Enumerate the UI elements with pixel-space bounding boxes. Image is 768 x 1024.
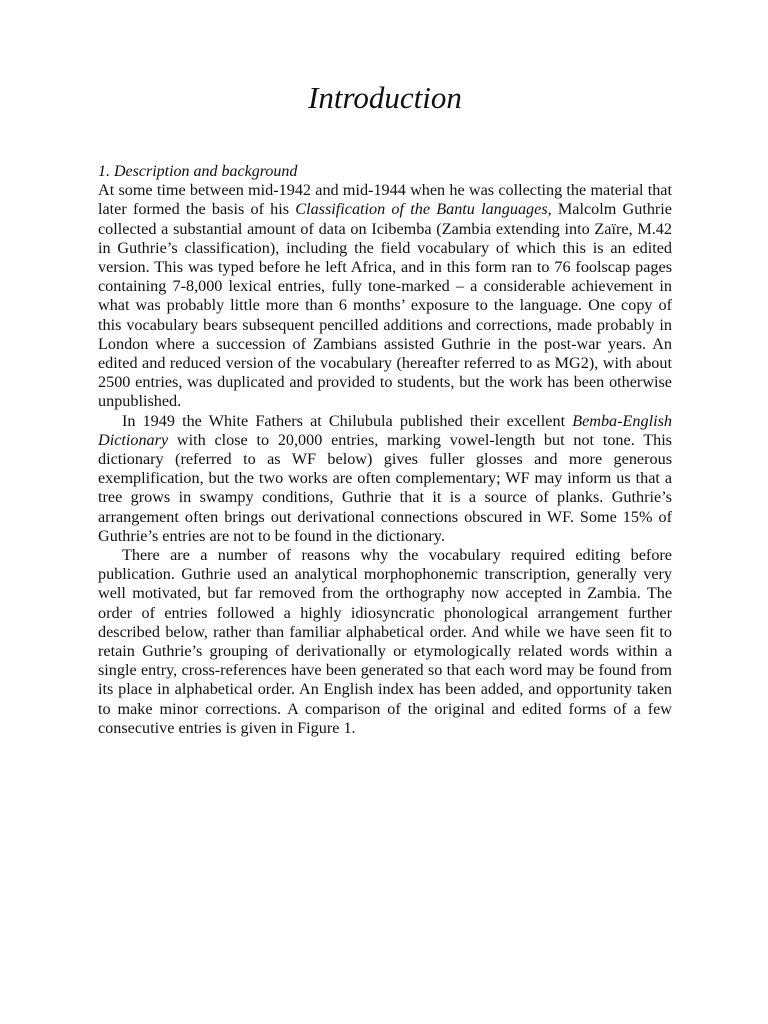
paragraph-text: , Malcolm Guthrie collected a substantial amount of data on Icibemba (Zambia extending into Zaïre, M.42 in Guthrie’s classification), including the field vocabulary of which this is an edited version. This was typed before he left Africa, and in this form ran to 76 foolscap pages containing 7-8,000 lexical entries, fully tone-marked – a considerable achievement in what was probably little more than 6 months’ exposure to the language. One copy of this vocabulary bears subsequent pencilled additions and corrections, made probably in London where a succession of Zambians assisted Guthrie in the post-war years. An edited and reduced version of the vocabulary (hereafter referred to as MG2), with about 2500 entries, was duplicated and provided to students, but the work has been otherwise unpublished. xyxy=(98,200,672,411)
paragraph-text: In 1949 the White Fathers at Chilubula published their excellent xyxy=(122,411,573,430)
paragraph-1 xyxy=(98,181,672,411)
paragraph-text: There are a number of reasons why the vocabulary required editing before publication. Guthrie used an analytical morphophonemic transcription, generally very well motivated, but far removed from the orthography now accepted in Zambia. The order of entries followed a highly idiosyncratic phonological arrangement further described below, rather than familiar alphabetical order. And while we have seen fit to retain Guthrie’s grouping of derivationally or etymologically related words within a single entry, cross-references have been generated so that each word may be found from its place in alphabetical order. An English index has been added, and opportunity taken to make minor corrections. A comparison of the original and edited forms of a few consecutive entries is given in Figure 1. xyxy=(98,546,672,737)
paragraph-text: At some time between mid-1942 and mid-1944 when he was collecting the material that later formed the basis of his xyxy=(98,181,672,219)
paragraph-2 xyxy=(98,412,672,546)
paragraph-text: with close to 20,000 entries, marking vowel-length but not tone. This dictionary (referred to as WF below) gives fuller glosses and more generous exemplification, but the two works are often complementary; WF may inform us that a tree grows in swampy conditions, Guthrie that it is a source of planks. Guthrie’s arrangement often brings out derivational connections obscured in WF. Some 15% of Guthrie’s entries are not to be found in the dictionary. xyxy=(98,430,672,545)
paragraph-3 xyxy=(98,546,672,738)
italic-title-classification: Classification of the Bantu languages xyxy=(295,200,548,219)
page-title: Introduction xyxy=(308,80,462,115)
section-heading: 1. Description and background xyxy=(98,163,298,180)
document-page xyxy=(98,78,672,738)
italic-title-dictionary: Bemba-English Dictionary xyxy=(98,411,672,449)
